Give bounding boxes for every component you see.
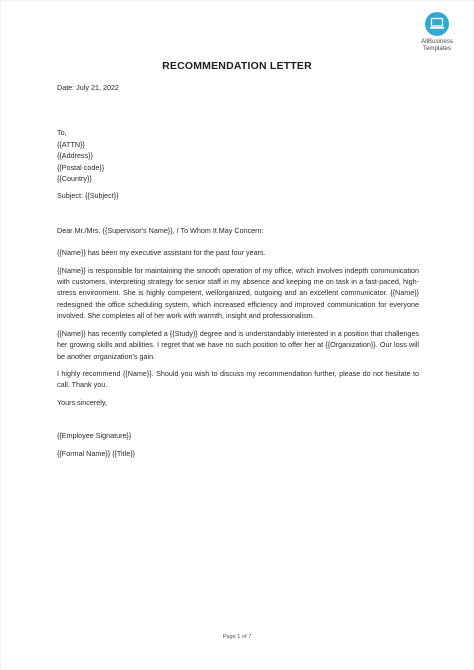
- recipient-to: To,: [57, 128, 67, 138]
- recipient-postal-code: {{Postal code}}: [57, 162, 105, 172]
- letter-subject: Subject: {{Subject}}: [57, 191, 119, 201]
- body-paragraph-3: {{Name}} has recently completed a {{Study}} degree and is understandably interested in a position that challenges her growing skills and abilities. I regret that we have no such position to offer her at {{Organization}}. Our loss will be another organization's gain.: [57, 328, 419, 361]
- body-paragraph-2: {{Name}} is responsible for maintaining the smooth operation of my office, which involves indepth communication with customers, interpreting strategy for senior staff in my absence and keeping me on task in a fast-paced, high-stress environment. She is highly competent, wellorganized, outgoing and an excellent communicator. {{Name}} redesigned the office scheduling system, which increased efficiency and improved communication for everyone involved. She completes all of her work with warmth, insight and professionalism.: [57, 265, 419, 321]
- page-number: Page 1 of 7: [222, 634, 252, 640]
- body-paragraph-1: {{Name}} has been my executive assistant for the past four years.: [57, 248, 266, 258]
- body-paragraph-4: I highly recommend {{Name}}. Should you wish to discuss my recommendation further, please do not hesitate to call. Thank you.: [57, 368, 419, 390]
- recipient-address: {{Address}}: [57, 151, 93, 161]
- laptop-icon: [425, 12, 449, 36]
- recipient-country: {{Country}}: [57, 174, 92, 184]
- letter-date: Date: July 21, 2022: [57, 83, 119, 92]
- recipient-attn: {{ATTN}}: [57, 139, 85, 149]
- letter-title: RECOMMENDATION LETTER: [162, 60, 312, 72]
- formal-name-title: {{Formal Name}} {{Title}}: [57, 448, 136, 458]
- brand-name: [412, 38, 462, 52]
- brand-logo[interactable]: [412, 12, 462, 52]
- brand-line-2: Templates: [422, 45, 452, 52]
- employee-signature: {{Employee Signature}}: [57, 431, 132, 441]
- letter-body: [57, 82, 419, 459]
- letter-closing: Yours sincerely,: [57, 397, 107, 407]
- brand-line-1: AllBusiness: [421, 38, 453, 45]
- letter-salutation: Dear Mr./Mrs. {{Supervisor's Name}}, / To Whom It May Concern:: [57, 225, 264, 235]
